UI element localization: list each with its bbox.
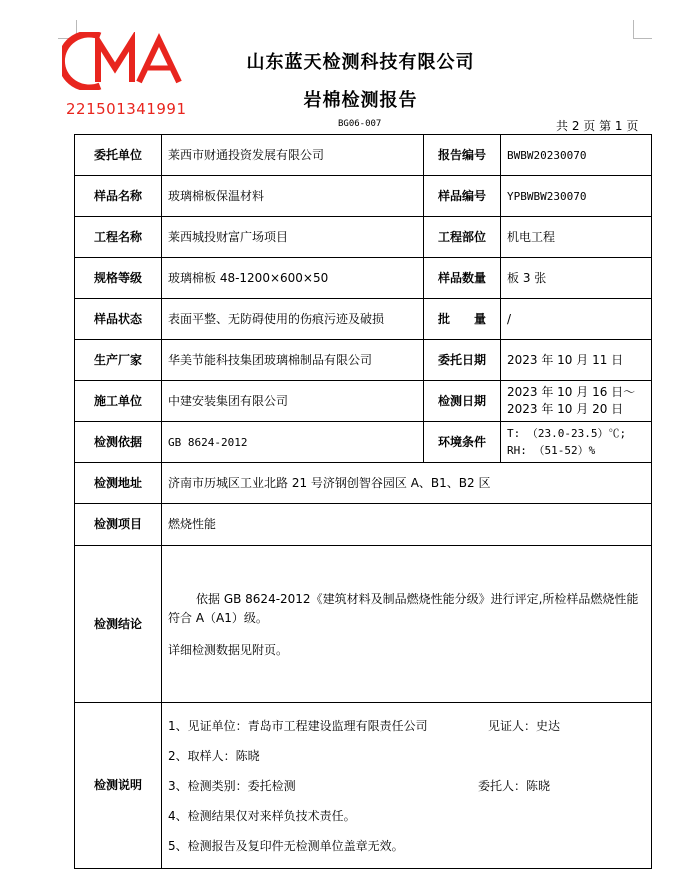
conclusion-text: 依据 GB 8624-2012《建筑材料及制品燃烧性能分级》进行评定,所检样品燃烧性能符合 A（A1）级。 [168, 591, 639, 625]
sample-no-label: 样品编号 [424, 176, 501, 217]
commission-date-value: 2023 年 10 月 11 日 [501, 340, 652, 381]
row-sample-state [75, 299, 652, 340]
notes-line-1: 1、见证单位：青岛市工程建设监理有限责任公司 [168, 718, 428, 733]
construction-value: 中建安装集团有限公司 [162, 381, 424, 422]
sample-state-label: 样品状态 [75, 299, 162, 340]
sample-name-label: 样品名称 [75, 176, 162, 217]
notes-line-4: 4、检测结果仅对来样负技术责任。 [168, 808, 356, 823]
batch-value: / [501, 299, 652, 340]
environment-label: 环境条件 [424, 422, 501, 463]
test-item-value: 燃烧性能 [162, 504, 652, 546]
address-value: 济南市历城区工业北路 21 号济钢创智谷园区 A、B1、B2 区 [162, 463, 652, 504]
project-name-value: 莱西城投财富广场项目 [162, 217, 424, 258]
basis-label: 检测依据 [75, 422, 162, 463]
row-sample-name [75, 176, 652, 217]
sample-state-value: 表面平整、无防碍使用的伤痕污迹及破损 [162, 299, 424, 340]
notes-line-2: 2、取样人：陈晓 [168, 748, 260, 763]
project-name-label: 工程名称 [75, 217, 162, 258]
commission-date-label: 委托日期 [424, 340, 501, 381]
company-name: 山东蓝天检测科技有限公司 [246, 52, 475, 73]
notes-line-5: 5、检测报告及复印件无检测单位盖章无效。 [168, 838, 404, 853]
address-label: 检测地址 [75, 463, 162, 504]
row-test-item [75, 504, 652, 546]
test-date-label: 检测日期 [424, 381, 501, 422]
row-basis [75, 422, 652, 463]
page-corner-mark-right [633, 20, 652, 39]
spec-label: 规格等级 [75, 258, 162, 299]
environment-temperature: T: （23.0-23.5）℃; [507, 427, 627, 440]
report-no-value: BWBW20230070 [501, 135, 652, 176]
row-client [75, 135, 652, 176]
manufacturer-value: 华美节能科技集团玻璃棉制品有限公司 [162, 340, 424, 381]
manufacturer-label: 生产厂家 [75, 340, 162, 381]
test-date-value [501, 381, 652, 422]
row-conclusion [75, 546, 652, 703]
environment-humidity: RH: （51-52）% [507, 444, 596, 457]
row-project [75, 217, 652, 258]
notes-value [162, 703, 652, 869]
conclusion-value [162, 546, 652, 703]
sample-qty-label: 样品数量 [424, 258, 501, 299]
spec-value: 玻璃棉板 48-1200×600×50 [162, 258, 424, 299]
test-date-start: 2023 年 10 月 16 日～ [507, 385, 636, 399]
test-item-label: 检测项目 [75, 504, 162, 546]
conclusion-detail: 详细检测数据见附页。 [168, 642, 289, 657]
batch-label: 批 量 [424, 299, 501, 340]
test-date-end: 2023 年 10 月 20 日 [507, 402, 624, 416]
row-construction [75, 381, 652, 422]
sample-qty-value: 板 3 张 [501, 258, 652, 299]
project-part-value: 机电工程 [501, 217, 652, 258]
notes-witness: 见证人：史达 [488, 718, 561, 733]
sample-name-value: 玻璃棉板保温材料 [162, 176, 424, 217]
row-manufacturer [75, 340, 652, 381]
notes-line-3: 3、检测类别：委托检测 [168, 778, 296, 793]
report-table [74, 134, 652, 869]
basis-value: GB 8624-2012 [162, 422, 424, 463]
cert-number: 221501341991 [66, 100, 187, 118]
notes-label: 检测说明 [75, 703, 162, 869]
sample-no-value: YPBWBW230070 [501, 176, 652, 217]
notes-client: 委托人：陈晓 [478, 778, 551, 793]
report-no-label: 报告编号 [424, 135, 501, 176]
conclusion-label: 检测结论 [75, 546, 162, 703]
page-info: 共 2 页 第 1 页 [556, 119, 639, 133]
project-part-label: 工程部位 [424, 217, 501, 258]
client-label: 委托单位 [75, 135, 162, 176]
construction-label: 施工单位 [75, 381, 162, 422]
environment-value [501, 422, 652, 463]
row-spec [75, 258, 652, 299]
row-address [75, 463, 652, 504]
report-title: 岩棉检测报告 [303, 90, 418, 111]
row-notes [75, 703, 652, 869]
doc-code: BG06-007 [338, 119, 382, 129]
client-value: 莱西市财通投资发展有限公司 [162, 135, 424, 176]
